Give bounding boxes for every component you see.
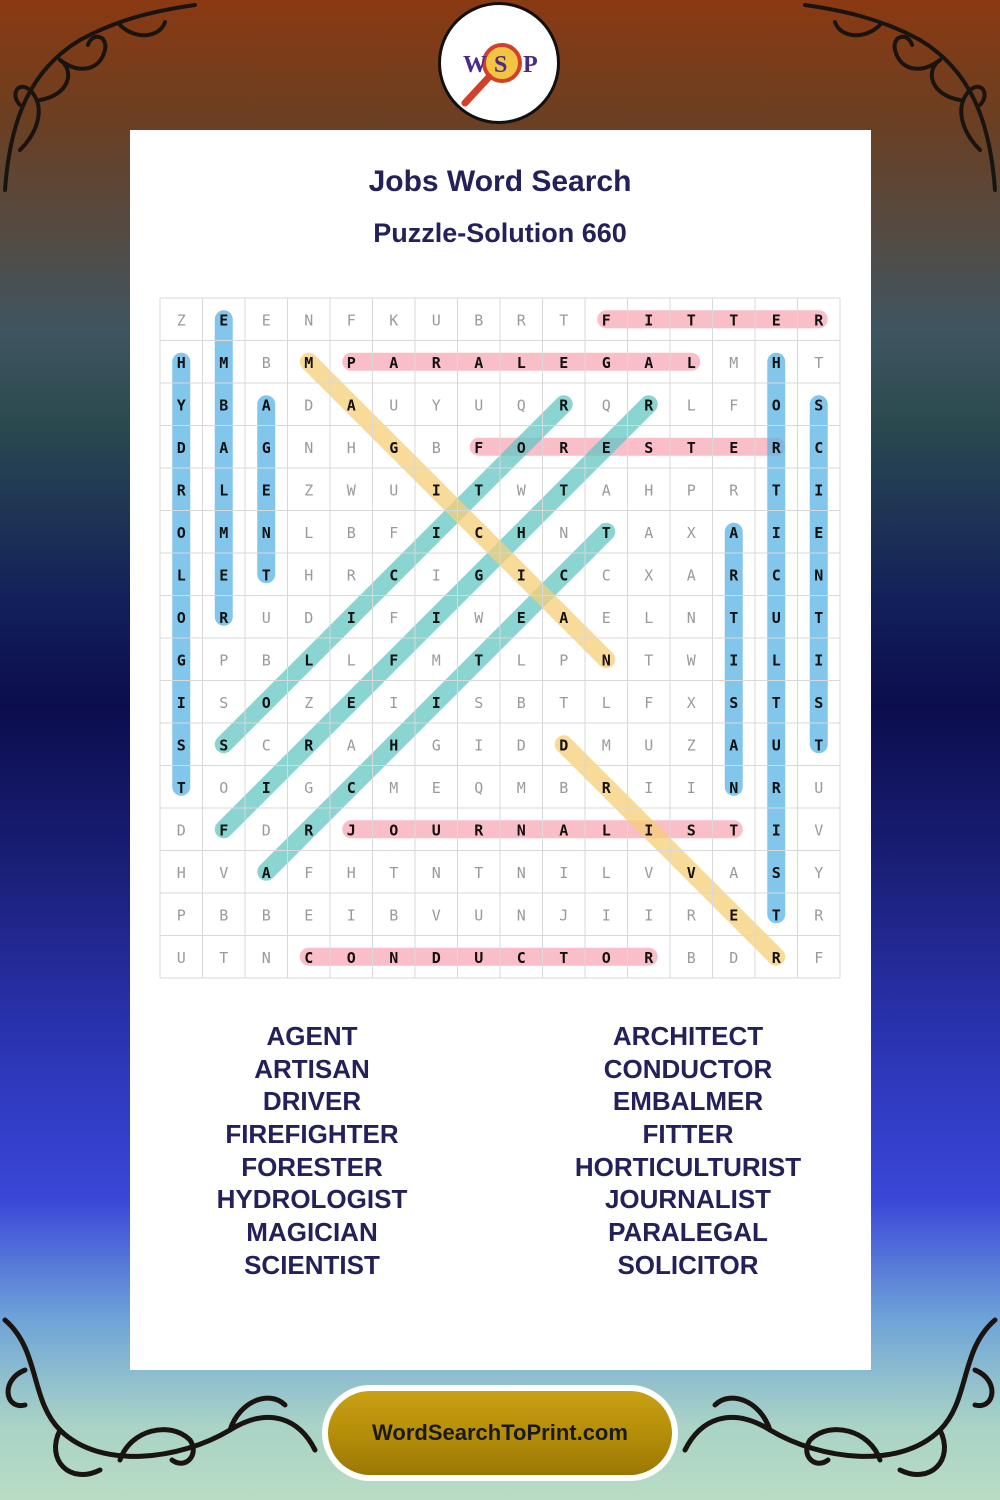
grid-cell: C (474, 523, 484, 542)
grid-cell: M (729, 353, 739, 372)
grid-cell: M (219, 353, 229, 372)
grid-cell: G (431, 736, 441, 755)
grid-cell: L (346, 651, 356, 670)
grid-cell: B (219, 396, 229, 415)
grid-cell: G (261, 438, 271, 457)
grid-cell: U (389, 481, 399, 500)
grid-cell: N (559, 523, 569, 542)
grid-cell: X (686, 693, 696, 712)
grid-cell: R (346, 566, 356, 585)
grid-cell: S (814, 693, 824, 712)
grid-cell: I (346, 608, 356, 627)
grid-cell: A (559, 821, 569, 840)
grid-cell: N (601, 651, 611, 670)
grid-cell: H (389, 736, 399, 755)
grid-cell: V (814, 821, 824, 840)
grid-cell: I (261, 778, 271, 797)
grid-cell: T (601, 523, 611, 542)
grid-cell: B (474, 311, 484, 330)
grid-cell: B (261, 906, 271, 925)
grid-cell: E (261, 311, 271, 330)
grid-cell: R (516, 311, 526, 330)
grid-cell: P (559, 651, 569, 670)
grid-cell: A (346, 736, 356, 755)
grid-cell: U (176, 948, 186, 967)
grid-cell: U (644, 736, 654, 755)
grid-cell: B (219, 906, 229, 925)
grid-cell: I (516, 566, 526, 585)
grid-cell: R (771, 778, 781, 797)
grid-cell: T (771, 693, 781, 712)
grid-cell: Y (431, 396, 441, 415)
grid-cell: B (261, 353, 271, 372)
grid-cell: I (771, 523, 781, 542)
grid-cell: A (686, 566, 696, 585)
grid-cell: D (304, 396, 314, 415)
page-subtitle: Puzzle-Solution 660 (373, 218, 627, 248)
grid-cell: I (431, 523, 441, 542)
grid-cell: V (644, 863, 654, 882)
grid-cell: A (474, 353, 484, 372)
grid-cell: F (644, 693, 654, 712)
grid-cell: I (686, 778, 696, 797)
grid-cell: B (261, 651, 271, 670)
word-list-item: HYDROLOGIST (216, 1184, 408, 1215)
grid-cell: C (601, 566, 611, 585)
grid-cell: S (219, 693, 229, 712)
grid-cell: R (176, 481, 186, 500)
grid-cell: Z (304, 693, 314, 712)
grid-cell: C (771, 566, 781, 585)
grid-cell: H (176, 863, 186, 882)
word-list-item: DRIVER (262, 1086, 362, 1117)
grid-cell: I (644, 778, 654, 797)
grid-cell: W (346, 481, 356, 500)
grid-cell: G (601, 353, 611, 372)
grid-cell: I (431, 693, 441, 712)
grid-cell: O (771, 396, 781, 415)
grid-cell: R (474, 821, 484, 840)
grid-cell: C (346, 778, 356, 797)
grid-cell: R (304, 821, 314, 840)
grid-cell: E (516, 608, 526, 627)
grid-cell: D (261, 821, 271, 840)
grid-cell: E (601, 438, 611, 457)
grid-cell: R (644, 948, 654, 967)
grid-cell: B (516, 693, 526, 712)
grid-cell: T (559, 948, 569, 967)
grid-cell: G (474, 566, 484, 585)
grid-cell: T (814, 736, 824, 755)
grid-cell: Y (814, 863, 824, 882)
grid-cell: O (219, 778, 229, 797)
grid-cell: K (389, 311, 399, 330)
grid-cell: A (389, 353, 399, 372)
grid-cell: R (601, 778, 611, 797)
word-list-item: FORESTER (241, 1151, 383, 1182)
word-list-item: AGENT (266, 1021, 358, 1051)
grid-cell: A (729, 523, 739, 542)
grid-cell: A (601, 481, 611, 500)
word-list-item: ARCHITECT (612, 1021, 764, 1051)
grid-cell: T (644, 651, 654, 670)
grid-cell: U (431, 821, 441, 840)
word-list-item: FITTER (642, 1119, 734, 1150)
grid-cell: D (176, 821, 186, 840)
word-list-item: MAGICIAN (246, 1217, 378, 1248)
grid-cell: U (261, 608, 271, 627)
grid-cell: L (219, 481, 229, 500)
grid-cell: O (176, 608, 186, 627)
grid-cell: I (729, 651, 739, 670)
word-list-item: PARALEGAL (608, 1217, 768, 1248)
grid-cell: I (176, 693, 186, 712)
grid-cell: L (601, 821, 611, 840)
grid-cell: I (771, 821, 781, 840)
word-list-left (142, 1020, 482, 1282)
grid-cell: A (644, 523, 654, 542)
grid-cell: U (814, 778, 824, 797)
grid-cell: N (261, 523, 271, 542)
grid-cell: J (346, 821, 356, 840)
grid-cell: A (261, 396, 271, 415)
grid-cell: R (771, 438, 781, 457)
grid-cell: S (771, 863, 781, 882)
grid-cell: R (559, 396, 569, 415)
grid-cell: L (304, 523, 314, 542)
grid-cell: E (346, 693, 356, 712)
grid-cell: I (601, 906, 611, 925)
grid-cell: I (431, 481, 441, 500)
grid-cell: F (304, 863, 314, 882)
grid-cell: S (219, 736, 229, 755)
grid-cell: N (389, 948, 399, 967)
grid-cell: E (559, 353, 569, 372)
grid-cell: S (176, 736, 186, 755)
word-list-item: HORTICULTURIST (574, 1151, 802, 1182)
grid-cell: E (814, 523, 824, 542)
word-list-item: SOLICITOR (617, 1249, 759, 1280)
grid-cell: O (601, 948, 611, 967)
grid-cell: A (729, 736, 739, 755)
word-list-item: FIREFIGHTER (225, 1119, 399, 1150)
grid-cell: G (304, 778, 314, 797)
grid-cell: T (261, 566, 271, 585)
grid-cell: T (389, 863, 399, 882)
grid-cell: I (559, 863, 569, 882)
grid-cell: L (304, 651, 314, 670)
word-list-right (518, 1020, 858, 1282)
grid-cell: F (474, 438, 484, 457)
grid-cell: N (304, 311, 314, 330)
grid-cell: R (219, 608, 229, 627)
grid-cell: V (219, 863, 229, 882)
grid-cell: U (389, 396, 399, 415)
grid-cell: I (346, 906, 356, 925)
grid-cell: N (686, 608, 696, 627)
grid-cell: I (644, 906, 654, 925)
grid-cell: H (346, 438, 356, 457)
grid-cell: O (346, 948, 356, 967)
grid-cell: L (686, 396, 696, 415)
grid-cell: H (346, 863, 356, 882)
grid-cell: H (771, 353, 781, 372)
grid-cell: D (304, 608, 314, 627)
grid-cell: L (644, 608, 654, 627)
grid-cell: J (559, 906, 569, 925)
grid-cell: R (431, 353, 441, 372)
grid-cell: S (729, 693, 739, 712)
word-list-item: JOURNALIST (604, 1184, 772, 1215)
grid-cell: S (814, 396, 824, 415)
grid-cell: F (346, 311, 356, 330)
grid-cell: G (389, 438, 399, 457)
grid-cell: V (431, 906, 441, 925)
grid-cell: S (474, 693, 484, 712)
grid-cell: W (474, 608, 484, 627)
grid-cell: I (474, 736, 484, 755)
grid-cell: U (474, 906, 484, 925)
grid-cell: O (261, 693, 271, 712)
grid-cell: L (601, 693, 611, 712)
grid-cell: I (431, 608, 441, 627)
grid-cell: L (601, 863, 611, 882)
grid-cell: D (559, 736, 569, 755)
grid-cell: A (261, 863, 271, 882)
grid-cell: M (219, 523, 229, 542)
grid-cell: F (389, 608, 399, 627)
grid-cell: A (346, 396, 356, 415)
logo-letter-s: S (494, 52, 508, 78)
grid-cell: D (516, 736, 526, 755)
grid-cell: Q (516, 396, 526, 415)
grid-cell: D (729, 948, 739, 967)
grid-cell: A (644, 353, 654, 372)
grid-cell: L (686, 353, 696, 372)
grid-cell: P (176, 906, 186, 925)
grid-cell: C (516, 948, 526, 967)
grid-cell: T (729, 608, 739, 627)
grid-cell: E (219, 566, 229, 585)
grid-cell: T (814, 353, 824, 372)
grid-cell: N (304, 438, 314, 457)
grid-cell: B (559, 778, 569, 797)
grid-cell: D (176, 438, 186, 457)
grid-cell: L (516, 651, 526, 670)
site-link-label: WordSearchToPrint.com (372, 1420, 628, 1445)
grid-cell: N (729, 778, 739, 797)
grid-cell: T (686, 438, 696, 457)
grid-cell: E (219, 311, 229, 330)
word-list-item: CONDUCTOR (603, 1053, 773, 1084)
grid-cell: E (601, 608, 611, 627)
grid-cell: T (559, 481, 569, 500)
grid-cell: R (814, 311, 824, 330)
grid-cell: X (686, 523, 696, 542)
grid-cell: N (431, 863, 441, 882)
grid-cell: P (686, 481, 696, 500)
grid-cell: S (686, 821, 696, 840)
grid-cell: N (516, 863, 526, 882)
grid-cell: R (771, 948, 781, 967)
grid-cell: U (771, 736, 781, 755)
grid-cell: I (389, 693, 399, 712)
grid-cell: Z (176, 311, 186, 330)
grid-cell: U (771, 608, 781, 627)
grid-cell: C (559, 566, 569, 585)
grid-cell: F (814, 948, 824, 967)
grid-cell: S (644, 438, 654, 457)
grid-cell: Z (686, 736, 696, 755)
grid-cell: N (814, 566, 824, 585)
grid-cell: Q (474, 778, 484, 797)
grid-cell: O (176, 523, 186, 542)
grid-cell: H (516, 523, 526, 542)
grid-cell: B (346, 523, 356, 542)
grid-cell: U (474, 948, 484, 967)
grid-cell: A (729, 863, 739, 882)
grid-cell: T (474, 863, 484, 882)
grid-cell: F (729, 396, 739, 415)
grid-cell: E (771, 311, 781, 330)
grid-cell: C (814, 438, 824, 457)
word-list-item: ARTISAN (254, 1053, 370, 1084)
grid-cell: W (686, 651, 696, 670)
grid-cell: E (729, 438, 739, 457)
grid-cell: R (304, 736, 314, 755)
grid-cell: T (814, 608, 824, 627)
grid-cell: B (686, 948, 696, 967)
logo-letter-p: P (523, 52, 538, 78)
grid-cell: T (729, 821, 739, 840)
grid-cell: H (304, 566, 314, 585)
grid-cell: R (559, 438, 569, 457)
grid-cell: E (729, 906, 739, 925)
grid-cell: M (516, 778, 526, 797)
grid-cell: F (389, 523, 399, 542)
grid-cell: Q (601, 396, 611, 415)
grid-cell: R (729, 481, 739, 500)
grid-cell: T (474, 651, 484, 670)
grid-cell: F (219, 821, 229, 840)
grid-cell: M (389, 778, 399, 797)
grid-cell: Y (176, 396, 186, 415)
grid-cell: R (729, 566, 739, 585)
grid-cell: F (389, 651, 399, 670)
grid-cell: N (261, 948, 271, 967)
grid-cell: P (219, 651, 229, 670)
grid-cell: T (729, 311, 739, 330)
grid-cell: T (219, 948, 229, 967)
grid-cell: B (389, 906, 399, 925)
grid-cell: I (644, 821, 654, 840)
grid-cell: E (261, 481, 271, 500)
grid-cell: F (601, 311, 611, 330)
grid-cell: A (559, 608, 569, 627)
grid-cell: M (431, 651, 441, 670)
grid-cell: B (431, 438, 441, 457)
grid-cell: T (686, 311, 696, 330)
grid-cell: X (644, 566, 654, 585)
grid-cell: C (304, 948, 314, 967)
grid-cell: H (644, 481, 654, 500)
grid-cell: L (516, 353, 526, 372)
word-list-item: EMBALMER (612, 1086, 764, 1117)
grid-cell: D (431, 948, 441, 967)
grid-cell: M (601, 736, 611, 755)
grid-cell: R (644, 396, 654, 415)
page-title: Jobs Word Search (368, 165, 632, 198)
grid-cell: Z (304, 481, 314, 500)
grid-cell: E (304, 906, 314, 925)
grid-cell: R (814, 906, 824, 925)
grid-cell: G (176, 651, 186, 670)
grid-cell: C (261, 736, 271, 755)
grid-cell: T (771, 906, 781, 925)
grid-cell: O (389, 821, 399, 840)
grid-cell: T (176, 778, 186, 797)
grid-cell: C (389, 566, 399, 585)
grid-cell: M (304, 353, 314, 372)
grid-cell: H (176, 353, 186, 372)
grid-cell: I (644, 311, 654, 330)
grid-cell: W (516, 481, 526, 500)
grid-cell: E (431, 778, 441, 797)
grid-cell: L (176, 566, 186, 585)
grid-cell: I (431, 566, 441, 585)
site-link-button[interactable] (322, 1385, 678, 1481)
grid-cell: T (559, 693, 569, 712)
grid-cell: O (516, 438, 526, 457)
grid-cell: R (686, 906, 696, 925)
grid-cell: N (516, 906, 526, 925)
logo-letter-w: W (463, 52, 487, 78)
grid-cell: I (814, 651, 824, 670)
grid-cell: V (686, 863, 696, 882)
grid-cell: T (771, 481, 781, 500)
grid-cell: P (346, 353, 356, 372)
grid-cell: U (431, 311, 441, 330)
grid-cell: T (559, 311, 569, 330)
grid-cell: U (474, 396, 484, 415)
grid-cell: A (219, 438, 229, 457)
grid-cell: T (474, 481, 484, 500)
word-list-item: SCIENTIST (244, 1249, 380, 1280)
grid-cell: N (516, 821, 526, 840)
grid-cell: I (814, 481, 824, 500)
grid-cell: L (771, 651, 781, 670)
